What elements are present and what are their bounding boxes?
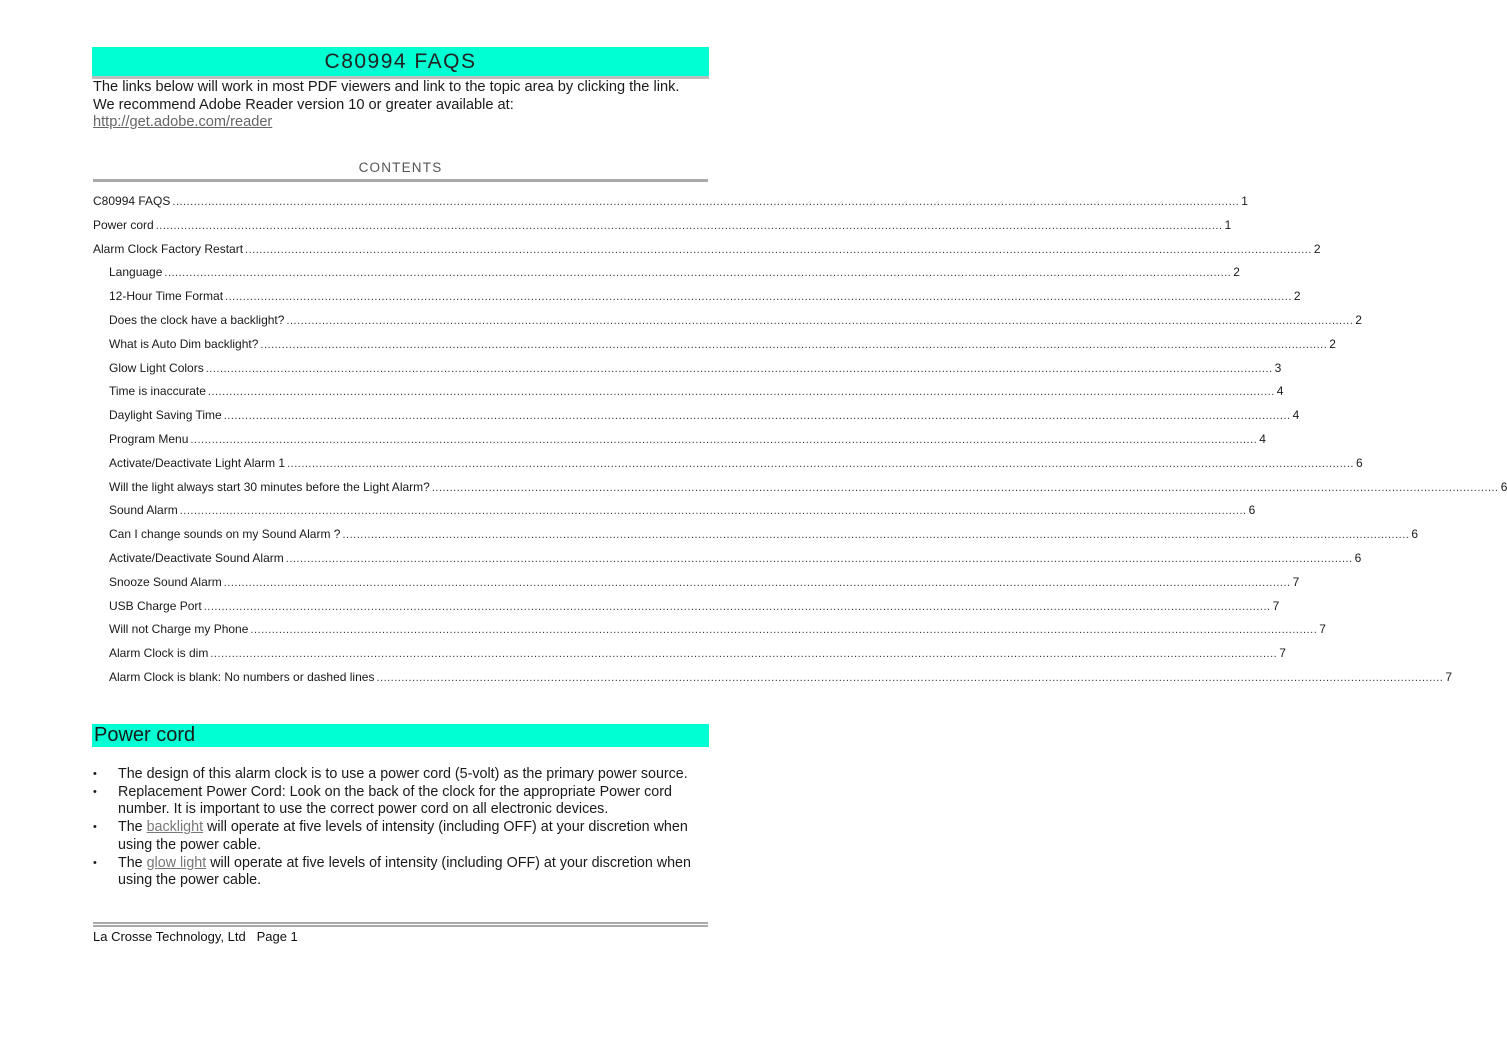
toc-dot-leader: ............................................................................................................................................................................................................................................................................................................ bbox=[164, 267, 1232, 280]
toc-entry-page: 6 bbox=[1354, 551, 1362, 565]
toc-dot-leader: ............................................................................................................................................................................................................................................................................................................ bbox=[376, 672, 1444, 684]
toc-entry[interactable] bbox=[109, 670, 1452, 686]
toc-entry-page: 7 bbox=[1445, 670, 1452, 684]
toc-entry-page: 3 bbox=[1274, 360, 1282, 375]
toc-entry-label: Will the light always start 30 minutes before the Light Alarm? bbox=[109, 479, 430, 494]
toc-entry-page: 6 bbox=[1411, 527, 1419, 542]
toc-entry-label: Time is inaccurate bbox=[109, 384, 206, 399]
toc-entry-label: What is Auto Dim backlight? bbox=[109, 336, 259, 351]
toc-entry-label: 12-Hour Time Format bbox=[109, 289, 224, 304]
toc-entry-label: Will not Charge my Phone bbox=[109, 622, 249, 637]
toc-dot-leader: ............................................................................................................................................................................................................................................................................................................ bbox=[155, 219, 1223, 232]
toc-entry[interactable] bbox=[109, 313, 1362, 329]
toc-entry[interactable] bbox=[109, 479, 1507, 496]
glow-light-link[interactable]: glow light bbox=[146, 854, 207, 871]
bullet-marker: • bbox=[93, 785, 97, 798]
toc-entry[interactable] bbox=[93, 241, 1321, 258]
toc-entry-label: Power cord bbox=[93, 217, 154, 232]
toc-entry-page: 7 bbox=[1292, 574, 1300, 589]
toc-entry[interactable] bbox=[109, 551, 1362, 567]
bullet-marker: • bbox=[93, 856, 97, 869]
toc-entry-label: Sound Alarm bbox=[109, 503, 178, 518]
toc-entry[interactable] bbox=[109, 265, 1240, 281]
toc-entry-page: 1 bbox=[1224, 217, 1232, 232]
toc-dot-leader: ............................................................................................................................................................................................................................................................................................................ bbox=[179, 505, 1247, 518]
footer-divider bbox=[93, 922, 708, 924]
toc-dot-leader: ............................................................................................................................................................................................................................................................................................................ bbox=[287, 457, 1354, 470]
toc-entry-page: 7 bbox=[1279, 646, 1286, 661]
toc-dot-leader: ............................................................................................................................................................................................................................................................................................................ bbox=[205, 362, 1273, 375]
toc-dot-leader: ............................................................................................................................................................................................................................................................................................................ bbox=[225, 291, 1292, 304]
toc-entry-page: 2 bbox=[1293, 289, 1301, 304]
toc-entry-page: 4 bbox=[1276, 384, 1284, 399]
toc-dot-leader: ............................................................................................................................................................................................................................................................................................................ bbox=[210, 648, 1278, 661]
toc-entry-label: Glow Light Colors bbox=[109, 360, 204, 375]
bullet-item bbox=[93, 766, 705, 784]
contents-divider bbox=[93, 179, 708, 182]
power-cord-bullet-list bbox=[93, 766, 705, 890]
footer-page-number: Page 1 bbox=[256, 929, 298, 944]
footer-company: La Crosse Technology, Ltd bbox=[93, 929, 246, 944]
intro-paragraph bbox=[93, 79, 703, 132]
toc-entry-page: 6 bbox=[1248, 503, 1256, 518]
toc-dot-leader: ............................................................................................................................................................................................................................................................................................................ bbox=[223, 576, 1291, 589]
toc-entry-label: Alarm Clock is blank: No numbers or dashed lines bbox=[109, 670, 375, 684]
toc-dot-leader: ............................................................................................................................................................................................................................................................................................................ bbox=[285, 553, 1353, 565]
contents-heading: CONTENTS bbox=[358, 160, 443, 175]
bullet-text: will operate at five levels of intensity (including OFF) at your discretion when using the power cable. bbox=[118, 819, 688, 853]
toc-entry-page: 6 bbox=[1500, 479, 1507, 494]
toc-entry-label: USB Charge Port bbox=[109, 598, 202, 613]
toc-dot-leader: ............................................................................................................................................................................................................................................................................................................ bbox=[250, 624, 1318, 637]
toc-entry-label: Activate/Deactivate Light Alarm 1 bbox=[109, 455, 286, 470]
toc-entry[interactable] bbox=[109, 289, 1301, 305]
toc-dot-leader: ............................................................................................................................................................................................................................................................................................................ bbox=[286, 315, 1354, 327]
toc-entry-page: 7 bbox=[1272, 598, 1280, 613]
toc-entry-label: Does the clock have a backlight? bbox=[109, 313, 285, 327]
toc-entry[interactable] bbox=[109, 503, 1256, 519]
toc-entry[interactable] bbox=[109, 384, 1284, 400]
intro-text: The links below will work in most PDF viewers and link to the topic area by clicking the link. We recommend Adobe Reader version 10 or greater available at: bbox=[93, 79, 680, 113]
bullet-text: The bbox=[118, 819, 147, 836]
toc-dot-leader: ............................................................................................................................................................................................................................................................................................................ bbox=[190, 434, 1258, 446]
toc-entry-page: 6 bbox=[1355, 455, 1363, 470]
toc-dot-leader: ............................................................................................................................................................................................................................................................................................................ bbox=[431, 481, 1499, 494]
toc-entry-label: Activate/Deactivate Sound Alarm bbox=[109, 551, 284, 565]
toc-dot-leader: ............................................................................................................................................................................................................................................................................................................ bbox=[245, 243, 1312, 256]
toc-entry-page: 7 bbox=[1319, 622, 1326, 637]
toc-entry-label: Can I change sounds on my Sound Alarm ? bbox=[109, 527, 341, 542]
bullet-text: Replacement Power Cord: Look on the back of the clock for the appropriate Power cord number. It is important to use the correct power cord on all electronic devices. bbox=[118, 783, 672, 818]
toc-entry[interactable] bbox=[109, 527, 1419, 543]
bullet-marker: • bbox=[93, 821, 97, 834]
toc-entry[interactable] bbox=[109, 408, 1300, 424]
toc-entry[interactable] bbox=[109, 455, 1363, 472]
toc-entry-page: 2 bbox=[1313, 241, 1321, 256]
page-footer bbox=[93, 929, 298, 944]
toc-entry-label: C80994 FAQS bbox=[93, 194, 171, 208]
toc-entry-label: Daylight Saving Time bbox=[109, 408, 222, 423]
bullet-text: The bbox=[118, 854, 147, 871]
toc-entry-page: 2 bbox=[1355, 313, 1362, 327]
toc-dot-leader: ............................................................................................................................................................................................................................................................................................................ bbox=[223, 410, 1291, 423]
toc-entry-label: Snooze Sound Alarm bbox=[109, 574, 222, 589]
bullet-item bbox=[93, 819, 705, 854]
toc-dot-leader: ............................................................................................................................................................................................................................................................................................................ bbox=[342, 529, 1410, 542]
bullet-text: The design of this alarm clock is to use a power cord (5-volt) as the primary power source. bbox=[118, 766, 688, 782]
toc-entry[interactable] bbox=[109, 622, 1326, 638]
toc-entry-page: 4 bbox=[1259, 432, 1266, 446]
toc-entry-label: Alarm Clock Factory Restart bbox=[93, 241, 244, 256]
toc-entry[interactable] bbox=[109, 360, 1282, 377]
toc-entry[interactable] bbox=[109, 432, 1266, 448]
footer-divider bbox=[93, 925, 708, 927]
toc-entry-page: 2 bbox=[1233, 265, 1240, 280]
toc-entry-label: Language bbox=[109, 265, 163, 280]
toc-dot-leader: ............................................................................................................................................................................................................................................................................................................ bbox=[203, 600, 1271, 613]
toc-entry-page: 2 bbox=[1329, 336, 1336, 351]
toc-entry[interactable] bbox=[93, 194, 1248, 210]
toc-dot-leader: ............................................................................................................................................................................................................................................................................................................ bbox=[207, 386, 1275, 399]
toc-entry[interactable] bbox=[93, 217, 1232, 234]
toc-entry-page: 1 bbox=[1241, 194, 1248, 208]
section-heading-power-cord: Power cord bbox=[92, 724, 709, 747]
toc-dot-leader: ............................................................................................................................................................................................................................................................................................................ bbox=[172, 196, 1240, 208]
bullet-marker: • bbox=[93, 768, 97, 780]
backlight-link[interactable]: backlight bbox=[146, 819, 204, 836]
toc-entry[interactable] bbox=[109, 574, 1300, 591]
toc-entry-page: 4 bbox=[1292, 408, 1300, 423]
toc-entry[interactable] bbox=[109, 336, 1336, 353]
toc-entry[interactable] bbox=[109, 646, 1286, 662]
bullet-item bbox=[93, 784, 705, 819]
toc-entry-label: Alarm Clock is dim bbox=[109, 646, 209, 661]
bullet-item bbox=[93, 855, 705, 890]
adobe-reader-link[interactable]: http://get.adobe.com/reader bbox=[93, 114, 273, 130]
toc-dot-leader: ............................................................................................................................................................................................................................................................................................................ bbox=[260, 338, 1328, 351]
toc-entry-label: Program Menu bbox=[109, 432, 189, 446]
document-title: C80994 FAQS bbox=[92, 47, 709, 79]
bullet-text: will operate at five levels of intensity (including OFF) at your discretion when using the power cable. bbox=[118, 854, 691, 889]
toc-entry[interactable] bbox=[109, 598, 1280, 615]
